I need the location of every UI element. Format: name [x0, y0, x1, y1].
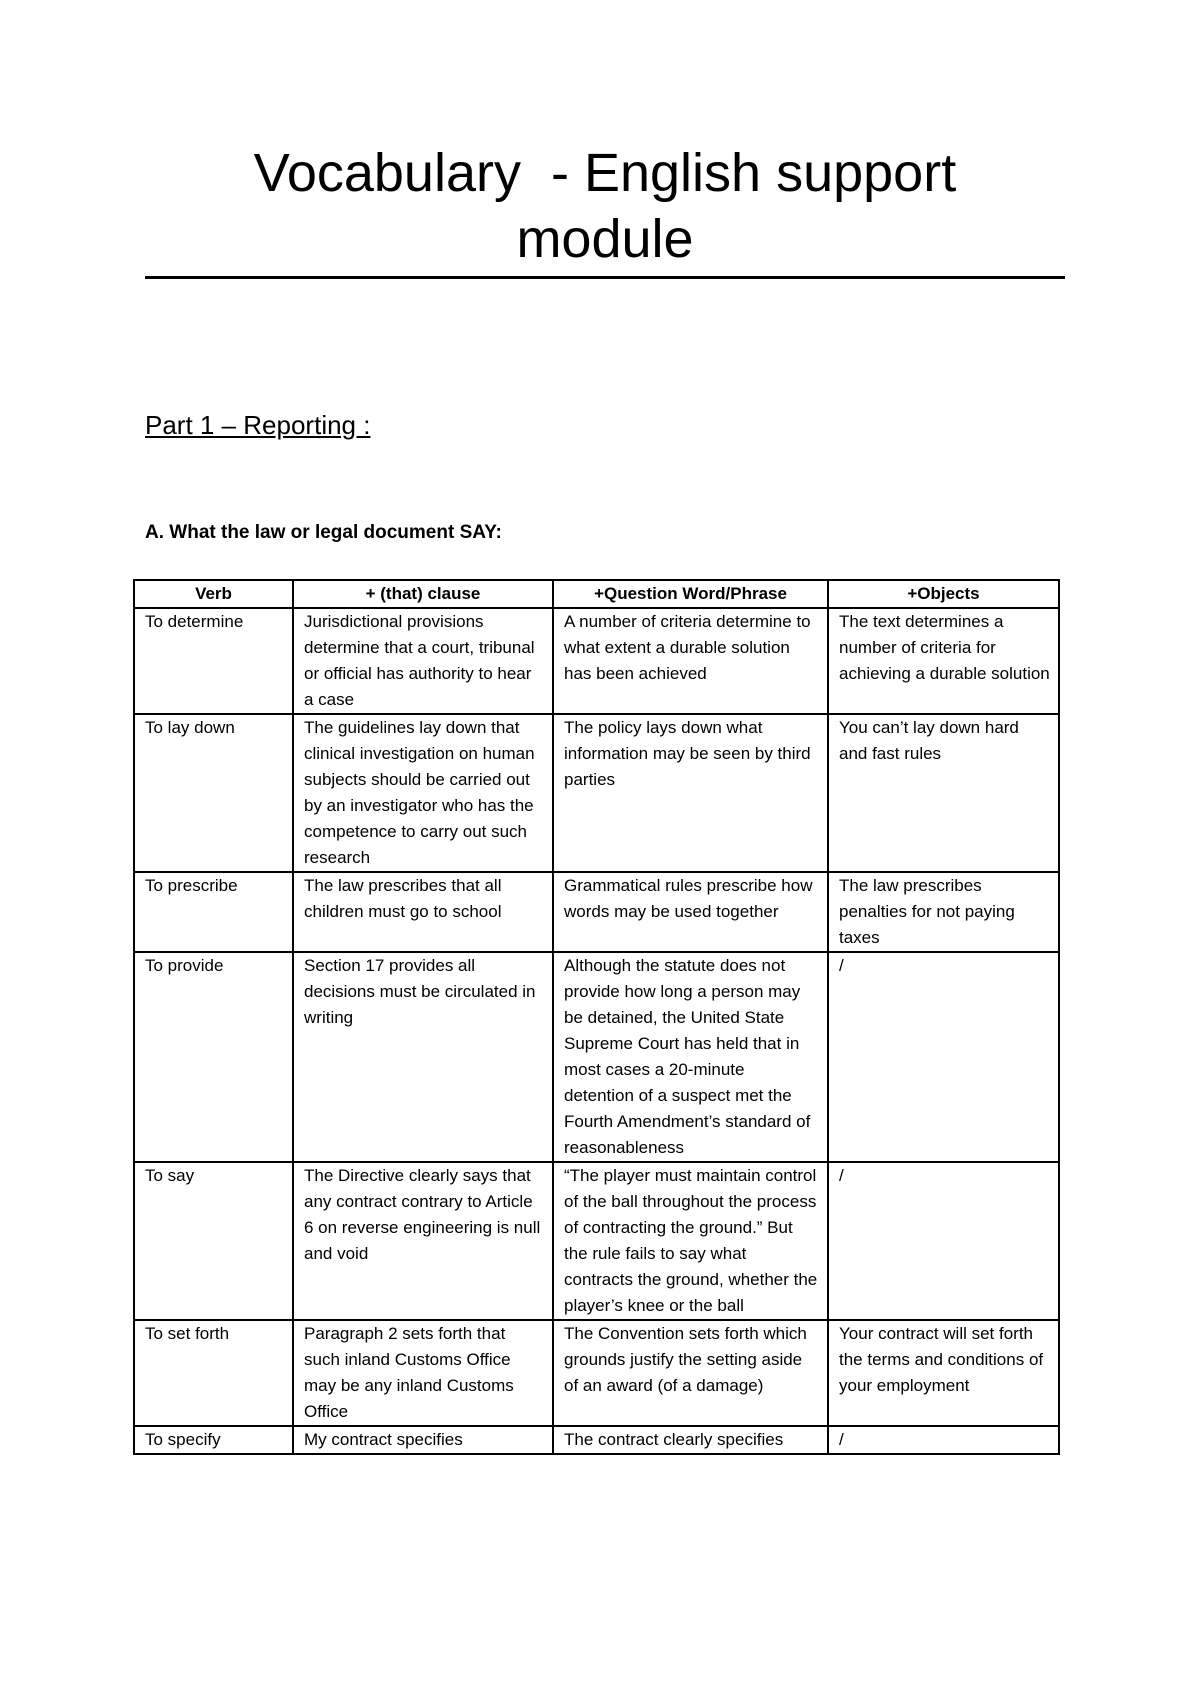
cell-question-word: The Convention sets forth which grounds justify the setting aside of an award (of a damage): [553, 1320, 828, 1426]
cell-objects: You can’t lay down hard and fast rules: [828, 714, 1059, 872]
section-heading: A. What the law or legal document SAY:: [145, 522, 502, 543]
cell-objects: /: [828, 1162, 1059, 1320]
table-row: [134, 714, 1059, 872]
cell-that-clause: Jurisdictional provisions determine that a court, tribunal or official has authority to hear a case: [293, 608, 553, 714]
cell-question-word: Grammatical rules prescribe how words may be used together: [553, 872, 828, 952]
cell-verb: To specify: [134, 1426, 293, 1454]
cell-objects: Your contract will set forth the terms and conditions of your employment: [828, 1320, 1059, 1426]
cell-objects: /: [828, 952, 1059, 1162]
table-row: [134, 608, 1059, 714]
header-objects: +Objects: [828, 580, 1059, 608]
cell-question-word: Although the statute does not provide how long a person may be detained, the United State Supreme Court has held that in most cases a 20-minute detention of a suspect met the Fourth Amendment’s standard of reasonableness: [553, 952, 828, 1162]
cell-verb: To set forth: [134, 1320, 293, 1426]
cell-that-clause: My contract specifies: [293, 1426, 553, 1454]
table-row: [134, 872, 1059, 952]
cell-objects: /: [828, 1426, 1059, 1454]
header-question-word: +Question Word/Phrase: [553, 580, 828, 608]
cell-question-word: A number of criteria determine to what extent a durable solution has been achieved: [553, 608, 828, 714]
cell-that-clause: The Directive clearly says that any contract contrary to Article 6 on reverse engineering is null and void: [293, 1162, 553, 1320]
cell-objects: The law prescribes penalties for not paying taxes: [828, 872, 1059, 952]
cell-question-word: “The player must maintain control of the ball throughout the process of contracting the ground.” But the rule fails to say what contracts the ground, whether the player’s knee or the ball: [553, 1162, 828, 1320]
cell-that-clause: Section 17 provides all decisions must be circulated in writing: [293, 952, 553, 1162]
cell-verb: To determine: [134, 608, 293, 714]
table-row: [134, 1426, 1059, 1454]
table-row: [134, 1162, 1059, 1320]
document-title-line-1: Vocabulary - English support: [253, 143, 957, 203]
cell-verb: To lay down: [134, 714, 293, 872]
cell-that-clause: Paragraph 2 sets forth that such inland Customs Office may be any inland Customs Office: [293, 1320, 553, 1426]
cell-verb: To provide: [134, 952, 293, 1162]
cell-verb: To prescribe: [134, 872, 293, 952]
cell-that-clause: The law prescribes that all children must go to school: [293, 872, 553, 952]
vocabulary-table: [133, 579, 1060, 1455]
header-verb: Verb: [134, 580, 293, 608]
document-title: [145, 140, 1065, 272]
cell-verb: To say: [134, 1162, 293, 1320]
table-header-row: [134, 580, 1059, 608]
cell-question-word: The contract clearly specifies: [553, 1426, 828, 1454]
table-row: [134, 1320, 1059, 1426]
header-that-clause: + (that) clause: [293, 580, 553, 608]
cell-question-word: The policy lays down what information may be seen by third parties: [553, 714, 828, 872]
title-divider: [145, 276, 1065, 279]
cell-that-clause: The guidelines lay down that clinical investigation on human subjects should be carried out by an investigator who has the competence to carry out such research: [293, 714, 553, 872]
part-heading: Part 1 – Reporting :: [145, 410, 371, 440]
table-row: [134, 952, 1059, 1162]
cell-objects: The text determines a number of criteria for achieving a durable solution: [828, 608, 1059, 714]
document-title-line-2: module: [516, 209, 694, 269]
